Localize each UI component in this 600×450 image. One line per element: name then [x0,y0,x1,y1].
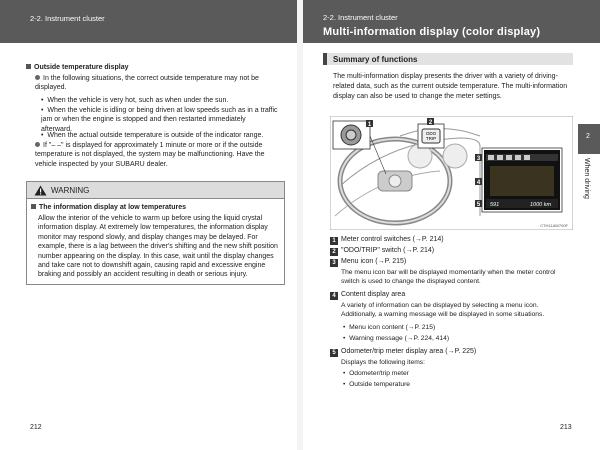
svg-text:CTH11AW700F: CTH11AW700F [540,223,568,228]
square-bullet-icon [31,204,36,209]
left-header-section: 2-2. Instrument cluster [30,14,105,23]
svg-text:4: 4 [476,180,481,186]
sub-bullet-3: • When the actual outside temperature is outside of the indicator range. [41,132,264,139]
item-2: 2 "ODO/TRIP" switch (→P. 214) [330,246,434,256]
item-5: 5 Odometer/trip meter display area (→P. 225) [330,347,476,357]
item-3-desc: The menu icon bar will be displayed momentarily when the meter control switch is used to change the displayed content. [341,269,556,286]
warning-triangle-icon [34,185,47,196]
sub-bullet-1: • When the vehicle is very hot, such as when under the sun. [41,97,229,104]
outside-temp-heading: Outside temperature display [26,63,129,72]
odo-trip-label: ODO [425,131,437,136]
svg-text:1000 km: 1000 km [530,202,552,208]
intro-text: The multi-information display presents the driver with a variety of driving-related data, such as the current outside temperature. The multi-information display can also be used to change the meter settings. [333,73,568,100]
item-5-sub-1: • Odometer/trip meter [343,370,409,377]
item-1: 1 Meter control switches (→P. 214) [330,235,444,245]
item-4: 4 Content display area [330,290,405,300]
left-page-number: 212 [30,424,42,431]
svg-text:5: 5 [476,202,481,208]
svg-text:3: 3 [476,156,481,162]
item-5-sub-2: • Outside temperature [343,381,411,388]
bullet-1: In the following situations, the correct outside temperature may not be displayed. [35,75,259,92]
warning-text: Allow the interior of the vehicle to warm up before using the liquid crystal information display. At extremely low temperatures, the information display monitor may respond slowly, and display changes may be delayed. For example, there is a lag between the driver's shifting and the new shift position number appearing on the display. In this case, wait until the display changes and take care not to downshift again, causing rapid and excessive engine braking and possibly an accident resulting in death or serious injury. [38,215,278,279]
summary-heading: Summary of functions [323,53,573,65]
square-bullet-icon [26,64,31,69]
right-header-section: 2-2. Instrument cluster [323,13,398,22]
svg-text:1: 1 [367,122,372,128]
warning-box [26,181,285,285]
svg-text:591: 591 [490,202,500,208]
item-4-desc: A variety of information can be displayed by selecting a menu icon. Additionally, a warning message will be displayed in some situations. [341,302,545,319]
right-header-title: Multi-information display (color display) [323,26,541,38]
warning-title: The information display at low temperatures [31,203,186,212]
item-5-desc: Displays the following items: [341,359,425,366]
right-page-header [300,0,600,43]
chapter-tab-number: 2 [586,133,590,140]
circle-bullet-icon [35,142,40,147]
sub-bullet-2: • When the vehicle is idling or being driven at low speeds such as in a traffic jam or when the engine is stopped and then restarted immediately afterward. [41,107,278,133]
warning-label: WARNING [51,186,90,195]
page-gutter [297,0,303,450]
item-4-sub-2: • Warning message (→P. 224, 414) [343,335,450,342]
chapter-side-label: When driving [583,158,590,199]
chapter-tab[interactable] [578,124,600,154]
bullet-2: If "– –" is displayed for approximately 1 minute or more or if the outside temperature is not displayed, the system may be malfunctioning. Have the vehicle inspected by your SUBARU dealer. [35,142,265,168]
left-page-header [0,0,300,43]
svg-text:TRIP: TRIP [425,136,437,141]
circle-bullet-icon [35,75,40,80]
instrument-cluster-figure [330,116,573,230]
warning-header [27,182,284,199]
item-3: 3 Menu icon (→P. 215) [330,257,406,267]
item-4-sub-1: • Menu icon content (→P. 215) [343,324,436,331]
svg-text:2: 2 [428,120,433,126]
right-page-number: 213 [560,424,572,431]
